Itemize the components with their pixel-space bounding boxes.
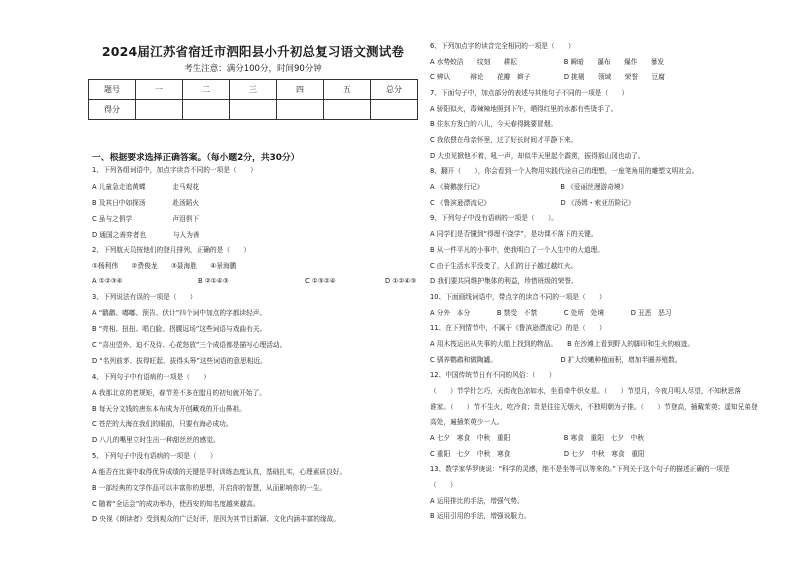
question-2-option-d: D ①②④③	[385, 277, 417, 285]
exam-notice: 考生注意：满分100分，时间90分钟	[184, 64, 322, 74]
score-cell: 一	[136, 80, 183, 100]
score-cell: 五	[324, 80, 371, 100]
score-blank-cell	[324, 100, 371, 120]
question-3-option-c: C “喜出望外、迫不及待、心花怒放”三个成语都是描写心理活动。	[92, 341, 287, 349]
score-cell: 四	[277, 80, 324, 100]
question-1-option-d: D 通国之善弈者也 与人为善	[92, 231, 200, 239]
question-2-items: ①杨利伟 ②费俊龙 ③聂海胜 ④景海鹏	[92, 262, 237, 270]
question-9-option-d: D 我们要共同维护集体的利益，珍惜班级的荣誉。	[430, 277, 578, 285]
question-7: 7、下面句子中，加点部分的表述与其他句子不同的一项是（ ）	[430, 89, 629, 97]
question-13-blank: （ ）	[430, 481, 457, 489]
question-12-options-ab: A 七夕 寒食 中秋 重阳 B 寒食 重阳 七夕 中秋	[430, 434, 645, 442]
question-12-text-2: 谁家。（ ）节不生火，吃冷食；贵是往往无烟火，不独明朝为子推。（ ）节登高，插戴茱萸；遥知兄弟登	[430, 403, 758, 411]
page-title: 2024届江苏省宿迁市泗阳县小升初总复习语文测试卷	[101, 44, 405, 59]
score-cell: 二	[183, 80, 230, 100]
question-11: 11、在下列情节中，不属于《鲁滨逊漂流记》的是（ ）	[430, 324, 606, 332]
question-3-option-a: A “鹳鹳、嘟嘟、预告、伏计”四个词中加点的字都读轻声。	[92, 309, 267, 317]
score-cell: 三	[230, 80, 277, 100]
question-9-option-a: A 同学们是否懂到“得理不饶学”，是功课不落下的关键。	[430, 230, 598, 238]
question-5-option-c: C 随着“全运会”的成功举办，使西安的知名度越来越高。	[92, 500, 260, 508]
question-1-option-c: C 虽与之俱学 声泪俱下	[92, 215, 200, 223]
question-10: 10、下面画线词语中，带点字的读音不同的一项是（ ）	[430, 293, 606, 301]
question-8: 8、翻开（ ），你会看到一个人物用实践代诠自己的理想，一座笔角用的雕塑文明社会。	[430, 167, 699, 175]
section-heading: 一、根据要求选择正确答案。（每小题2分，共30分）	[92, 153, 300, 163]
question-12: 12、中国传统节日有不同的风俗：（ ）	[430, 371, 556, 379]
question-10-options: A 分外 本分 B 禁受 不禁 C 处所 处境 D 丑恶 恶习	[430, 309, 672, 317]
question-8-options-ab: A 《骑鹅旅行记》 B 《爱丽丝漫游奇境》	[430, 183, 628, 191]
question-4-option-d: D 八儿的嘴里立时生出一种甜丝丝的感觉。	[92, 436, 220, 444]
question-12-text-1: （ ）节学针乞巧，天街夜色凉如水，坐看牵牛织女星。（ ）节望月，今夜月明人尽望，不知秋思落	[430, 387, 741, 395]
question-7-option-b: B 住东方发白的八儿，今天春得跳要冒烟。	[430, 120, 558, 128]
score-table	[88, 79, 418, 120]
question-7-option-a: A 骄阳似火，毒辣辣地照到下午，晒得红里的水都有些烫手了。	[430, 105, 618, 113]
question-6: 6、下列加点字的读音完全相同的一项是（ ）	[430, 42, 575, 50]
question-13-option-b: B 运用引用的手法，增强说服力。	[430, 512, 531, 520]
score-blank-cell	[230, 100, 277, 120]
question-2-option-a: A ①②③④	[92, 277, 123, 285]
question-6-options-ab: A 水势蛟洁 纹刻 耕耘 B 瞬暗 瀑布 爆作 暴发	[430, 58, 665, 66]
question-4: 4、下列句子中有语病的一项是（ ）	[92, 373, 210, 381]
question-7-option-d: D 大虫见掀他不着，吼一声，却似半天里起个霹雳，振得那山冈也动了。	[430, 152, 645, 160]
question-5-option-b: B 一部经典的文学作品可以丰富你的思想，开启你的智慧，从而影响你的一生。	[92, 484, 327, 492]
question-2-option-b: B ②①④③	[198, 277, 229, 285]
score-blank-cell	[136, 100, 183, 120]
score-table-header-row	[89, 80, 418, 100]
question-4-option-a: A 我那北京的老规矩，春节差不多在腊月的初旬就开始了。	[92, 389, 266, 397]
question-7-option-c: C 我依偎在母亲怀里，过了好长时间才平静下来。	[430, 136, 578, 144]
question-9: 9、下列句子中没有语病的一项是（ ）。	[430, 214, 558, 222]
score-cell: 题号	[89, 80, 136, 100]
score-table-score-row	[89, 100, 418, 120]
question-4-option-b: B 每天分文钱的唐东本布成为开创藏戏的开山鼻祖。	[92, 405, 246, 413]
question-11-options-cd: C 驯养鹦鹉和做陶罐。 D 扩大绞嫩种植面积，增加半圈养殖数。	[430, 356, 682, 364]
score-cell: 总分	[371, 80, 418, 100]
question-9-option-b: B 从一件平凡的小事中，使我明白了一个人生中的大道理。	[430, 246, 604, 254]
question-1-option-b: B 及其日中如探汤 赴汤蹈火	[92, 199, 200, 207]
question-8-options-cd: C 《鲁滨逊漂流记》 D 《汤姆・索亚历险记》	[430, 199, 635, 207]
question-3-option-b: B “亮相、扭扭、唱白脸、拐腰逗场”这些词语与戏曲有关。	[92, 325, 267, 333]
question-9-option-c: C 由于生活水平没变了，人们的日子越过越红火。	[430, 262, 578, 270]
question-2: 2、下列航天员按他们的登月排列，正确的是（ ）	[92, 246, 251, 254]
score-blank-cell	[277, 100, 324, 120]
question-12-text-3: 高处，遍插茱萸少一人。	[430, 418, 504, 426]
question-4-option-c: C 苍茫的大海在我们的眼前，只要有海必成功。	[92, 420, 233, 428]
question-5-option-a: A 能否在比赛中取得优异成绩的关键是平时训练态度认真，基础扎实，心理素质良好。	[92, 468, 347, 476]
question-11-options-ab: A 用木筏运出从失事的大船上找到的物品。 B 在沙滩上看到野人的脚印和生火的痕迹。	[430, 340, 695, 348]
score-cell: 得分	[89, 100, 136, 120]
question-2-option-c: C ①③②④	[305, 277, 336, 285]
question-5: 5、下列句子中没有语病的一项是（ ）	[92, 452, 217, 460]
score-blank-cell	[371, 100, 418, 120]
question-12-options-cd: C 重阳 七夕 中秋 寒食 D 七夕 中秋 寒食 重阳	[430, 450, 645, 458]
question-13: 13、数学家华罗庚说：“科学的灵感，绝不是坐等可以等来的。”下列关于这个句子的描述正确的一项是	[430, 465, 730, 473]
question-1: 1、下列各组词语中，加点字读音不同的一项是（ ）	[92, 166, 257, 174]
question-5-option-d: D 央视《朗读者》受到观众的广泛好评，是因为其节目新颖、文化内涵丰富的缘故。	[92, 515, 341, 523]
question-3-option-d: D “名列前茅、拔得旺起、拔得头筹”这些词语的意思相近。	[92, 357, 267, 365]
question-1-option-a: A 儿童急走追黄蝶 走马观花	[92, 183, 200, 191]
score-blank-cell	[183, 100, 230, 120]
question-3: 3、下列说法有误的一项是（ ）	[92, 293, 197, 301]
question-6-options-cd: C 辨认 辩论 花瓣 辫子 D 挑剔 领域 荣誉 豆腐	[430, 73, 665, 81]
question-13-option-a: A 运用排比的手法，增强气势。	[430, 497, 524, 505]
